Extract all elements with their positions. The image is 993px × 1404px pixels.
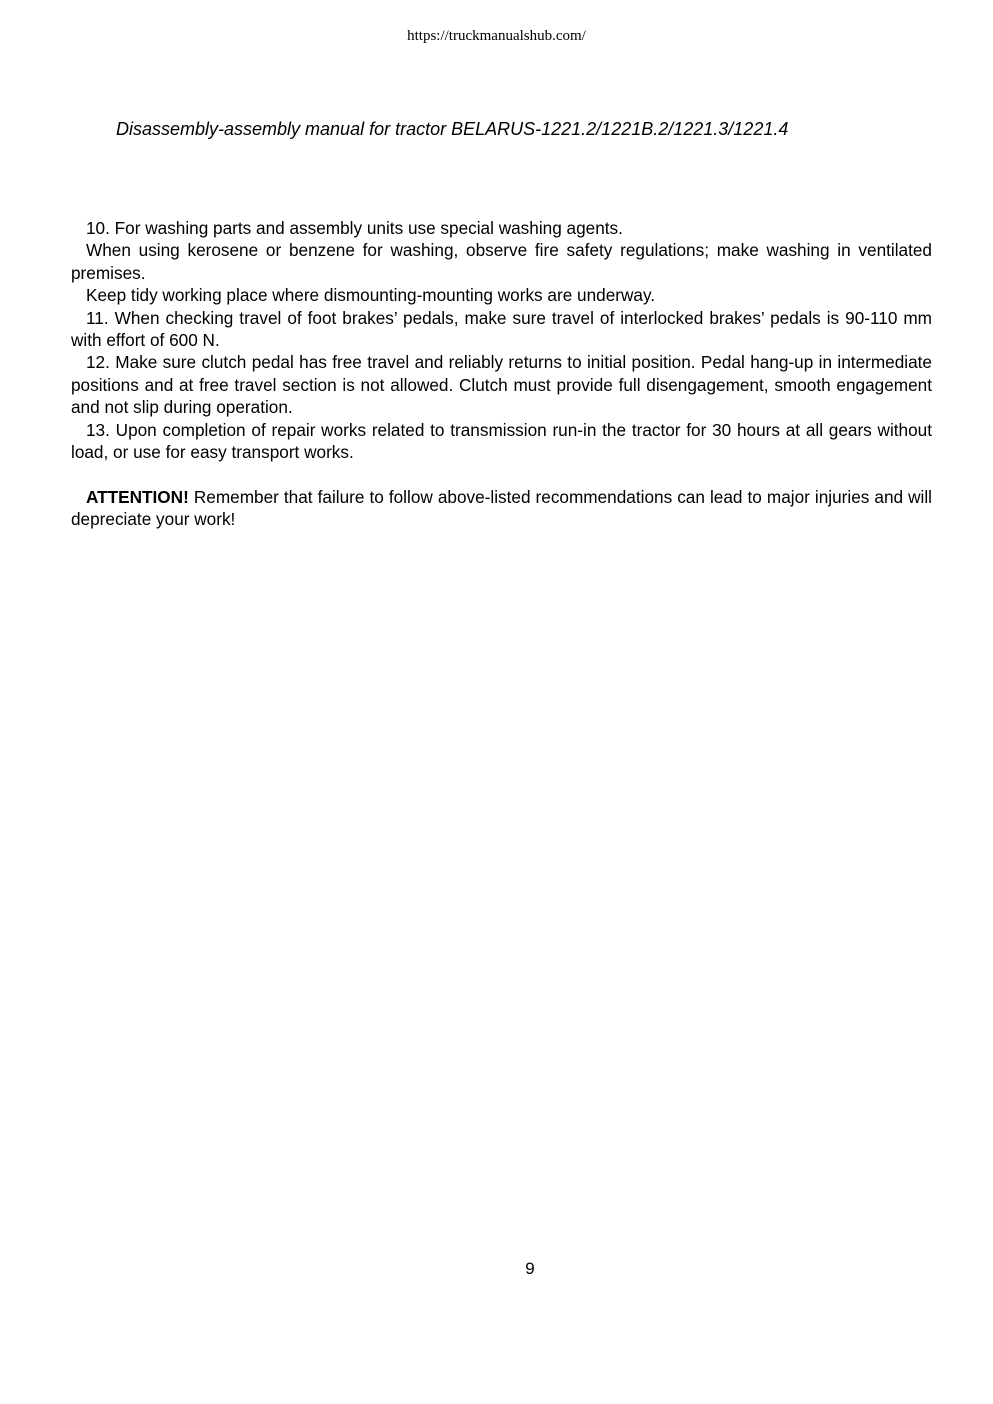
paragraph-fire-safety: When using kerosene or benzene for washing, observe fire safety regulations; make washing in ventilated premises.	[71, 240, 932, 283]
paragraph-gap	[71, 463, 932, 485]
page-body	[71, 217, 932, 531]
attention-text: Remember that failure to follow above-listed recommendations can lead to major injuries and will depreciate your work!	[71, 486, 932, 530]
source-url: https://truckmanualshub.com/	[407, 28, 586, 44]
attention-label: ATTENTION!	[86, 486, 189, 507]
paragraph-tidy-workplace: Keep tidy working place where dismounting-mounting works are underway.	[86, 285, 656, 306]
paragraph-run-in: 13. Upon completion of repair works related to transmission run-in the tractor for 30 hours at all gears without load, or use for easy transport works.	[71, 419, 932, 463]
paragraph-clutch-pedal: 12. Make sure clutch pedal has free travel and reliably returns to initial position. Pedal hang-up in intermediate positions and at free travel section is not allowed. Clutch must provide full disengagement, smooth engagement and not slip during operation.	[71, 352, 932, 418]
page-number: 9	[525, 1259, 535, 1278]
document-header: Disassembly-assembly manual for tractor BELARUS-1221.2/1221B.2/1221.3/1221.4	[116, 119, 789, 139]
paragraph-washing-agents: 10. For washing parts and assembly units use special washing agents.	[86, 218, 623, 238]
attention-notice	[71, 486, 932, 531]
paragraph-brake-pedals: 11. When checking travel of foot brakes’ pedals, make sure travel of interlocked brakes’ pedals is 90-110 mm with effort of 600 N.	[71, 307, 932, 351]
